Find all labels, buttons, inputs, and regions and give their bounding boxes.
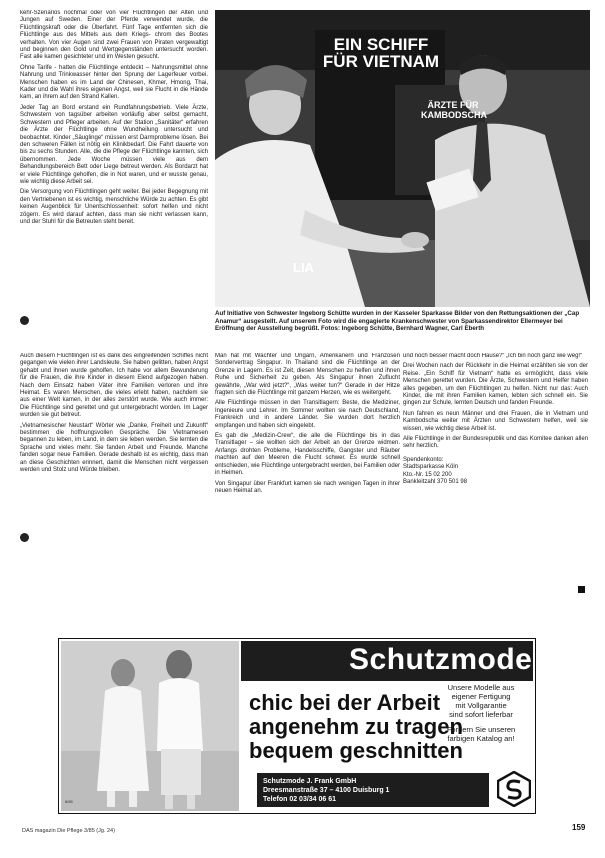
article-photo [215,10,590,307]
ad-photo [61,641,239,811]
article-paragraph: Alle Flüchtlinge müssen in den Transitlagern: Beste, die Mediziner, Ingenieure und Lehrer. Im Sommer wollten sie nach Deutschland, Frankreich und in andere Länder. Sie wurden dort herzlich empfangen und haben sich eingelebt. [215,400,400,429]
article-paragraph: und noch besser macht doch Hause?“ „Ich bin noch ganz wie weg!“ [403,353,583,359]
page-number: 159 [572,823,586,832]
ad-headline-line: chic bei der Arbeit [249,690,441,715]
ad-company-phone: Telefon 02 03/34 06 61 [263,796,337,803]
company-logo-icon [497,771,531,807]
article-paragraph: kehr-Szenarios nochmal oder von vier Flüchtlingen der Alten und Jungen auf Sweden. Einer der Pferde verwendet wurde, die Flüchtlingskraft oder die Überfahrt. Fünf Tage entfernten sich die Flüchtlinge aus des Mittels aus dem Kriegs- chrom des Bootes verhalten. Von vier Augen sind zwei Frauen von Piraten vergewaltigt und beginnen den Gold und Wertgegenständen untersucht worden. Fast alle kamen gesichteter und im Westen gesucht. [20,10,208,61]
article-paragraph: Jeder Tag an Bord erstand ein Rundfahrungsbetrieb. Viele Ärzte, Schwestern von tagsüber arbeiten vorläufig aber selbst gemacht, Schwestern und Pfleger arbeiten. Auf der Station „Sanitäter“ erfahren die Ärzte der Flüchtlinge ohne Wundheilung untersucht und beobachtet. Kinder „Säuglinge“ müssen erst Darmprobleme lösen. Bei den schweren Fällen ist nötig ein Klinikbedarf. Die Fahrt dauerte von bis zu sechs Stunden. Alle, die die Pflege der Flüchtlinge kannten, sich übernommen. Jede Woche müssen viele aus dem Behandlungsbereich Bett oder Liege betreut werden. Als Bordarzt hat er viele Flüchtlinge geholfen, die in Not waren, und er wusste genau, wie wichtig diese Arbeit sei. [20,104,208,185]
donation-account [403,457,588,487]
article-paragraph: Drei Wochen nach der Rückkehr in die Heimat erzählten sie von der Reise. „Ein Schiff für Vietnam“ hatte es ermöglicht, dass viele Menschen gerettet wurden. Die Ärzte, Schwestern und Helfer haben alles gegeben, um den Flüchtlingen zu helfen. Nicht nur das: Auch Kinder, die mit ihren Familien kamen, lebten sich schnell ein. Sie gingen zur Schule, lernten Deutsch und fanden Freunde. [403,363,588,407]
article-paragraph: Auch diesem Flüchtlingen ist es dank des eingreifenden Schiffes nicht gegangen wie vielen ihrer Landsleute. Sie haben gelitten, haben Angst gehabt und ihnen wurde geholfen. Ich habe vor allem Bewunderung für die Frauen, die ihre Kinder in diesem Elend aufgezogen haben. Nach dem Einsatz haben Väter ihre Familien verloren und ihre Heimat. Es waren Menschen, die vieles erlebt haben, nachdem sie aus einer Welt kamen, in der alles zerstört wurde. Wie auch immer: Die Flüchtlinge sind gerettet und gut untergebracht worden. Im Lager wurden sie gut betreut. [20,353,208,419]
ad-company-name: Schutzmode J. Frank GmbH [263,778,357,785]
ad-side-line: Fordern Sie unseren [446,725,516,734]
ad-side-line: Unsere Modelle aus [447,683,515,692]
donation-heading: Spendenkonto: [403,456,444,463]
photo-caption: Auf Initiative von Schwester Ingeborg Schütte wurden in der Kasseler Sparkasse Bilder von den Rettungsaktionen der „Cap Anamur“ ausgestellt. Auf unserem Foto wird die engagierte Krankenschwester von Sparkassendirektor Ellermeyer bei Eröffnung der Ausstellung begrüßt. Fotos: Ingeborg Schütte, Bernhard Wagner, Carl Eberth [215,310,580,333]
poster-side-text: ÄRZTE FÜR KAMBODSCHA [421,100,487,120]
ad-brand-name: Schutzmode [349,643,533,676]
poster-title: EIN SCHIFF FÜR VIETNAM [322,35,440,71]
article-paragraph: Man hat mit Wachter und Ungarn, Amerikanern und Franzosen Sondervertrag Singapur. In Thailand sind die Flüchtlinge an der Grenze in Lagern. Es ist Zeit, diesen Menschen zu helfen und ihnen Ruhe und Sicherheit zu geben. Als Singapur ihnen Zuflucht gewährte, „War wird jetzt?“, „Was weiter tun?“ Gerade in der Hitze fragten sich die Flüchtlinge mit ganzem Herzen, wie es weitergeht. [215,353,400,397]
footer-publication: DAS magazin Die Pflege 3/85 (Jg. 24) [22,828,115,834]
ad-headline-line: angenehm zu tragen [249,714,463,739]
article-paragraph: Von Singapur über Frankfurt kamen sie nach wenigen Tagen in ihrer neuen Heimat an. [215,480,400,494]
article-paragraph: Nun fahren es neun Männer und drei Frauen, die in Vietnam und Kambodscha weiter mit Ärzten und Schwestern helfen, weil sie wissen, wie wichtig diese Arbeit ist. [403,410,588,432]
poster-left-text: LIA [293,260,314,275]
article-paragraph: Alle Flüchtlinge in der Bundesrepublik und das Komitee danken allen sehr herzlich. [403,436,588,450]
ad-photo-illustration [61,641,239,811]
ad-side-line: eigener Fertigung [451,692,511,701]
advertisement [58,638,536,814]
ad-headline-line: bequem geschnitten [249,738,463,763]
article-middle-column [215,353,400,613]
donation-line: Bankleitzahl 370 501 98 [403,479,468,486]
article-paragraph: Ohne Tarife - hatten die Flüchtlinge entdeckt – Nahrungsmittel ohne Nahrung und Trinkwasser hinter den Sprung der Lagerfeuer vorbei. Menschen haben es im Land der Chinesen, Khmer, Hmong, Thai, Kader und die Wahl ihres eigenen Angst, weil sie Flucht in die Hände kam, an ihrem auf den Strand Kallen. [20,64,208,101]
ad-company-box [257,773,489,807]
donation-line: Kto.-Nr. 15 02 200 [403,471,452,478]
punch-hole-icon [20,533,29,542]
ad-side-line: sind sofort lieferbar [449,710,513,719]
article-left-column-bottom [20,353,208,615]
article-paragraph: Es gab die „Medizin-Crew“, die alle die Flüchtlinge bis in das Transitlager – sie wollten sich der Arbeit an der Grenze widmen. Anfangs drohten Probleme, Handelsschiffe, Gangster und Räuber machten auf den Meeren die Flucht schwer. Es wurde schnell entschieden, wie Flüchtlinge untergebracht werden, bei Familien oder in Heimen. [215,433,400,477]
article-right-column [403,353,588,613]
ad-side-line: mit Vollgarantie [455,701,507,710]
article-end-mark [578,586,585,593]
ad-company-address: Dreesmanstraße 37 – 4100 Duisburg 1 [263,787,390,794]
ad-side-line: farbigen Katalog an! [447,734,515,743]
article-paragraph: Die Versorgung von Flüchtlingen geht weiter. Bei jeder Begegnung mit den Vertriebenen ist es wichtig, menschliche Würde zu achten. Es gibt keinen Augenblick für Unentschlossenheit: sofort helfen und nicht zögern. Es wird darauf achten, dass man sie nicht verlassen kann, und der Stuhl für die Betreuten steht bereit. [20,189,208,225]
ad-side-text [431,683,531,743]
donation-line: Stadtsparkasse Köln [403,464,459,471]
ad-photo-code: 8/85 [65,799,73,804]
article-paragraph: „Vietnamesischer Neustart“ Wörter wie „Danke, Freiheit und Zukunft“ bestimmen die hoffnungsvollen Gespräche. Die Vietnamesen begannen zu leben, im Land, in dem sie leben werden. Sie lernten die Sprache und vieles mehr. Sie fanden Arbeit und Freunde. Manche fanden sogar neue Familien. Gerade deshalb ist es wichtig, dass man an diese Geschichten erinnert, damit die Menschen nicht vergessen werden und Stolz und Würde bleiben. [20,422,208,474]
punch-hole-icon [20,316,29,325]
article-left-column-top [20,10,208,340]
